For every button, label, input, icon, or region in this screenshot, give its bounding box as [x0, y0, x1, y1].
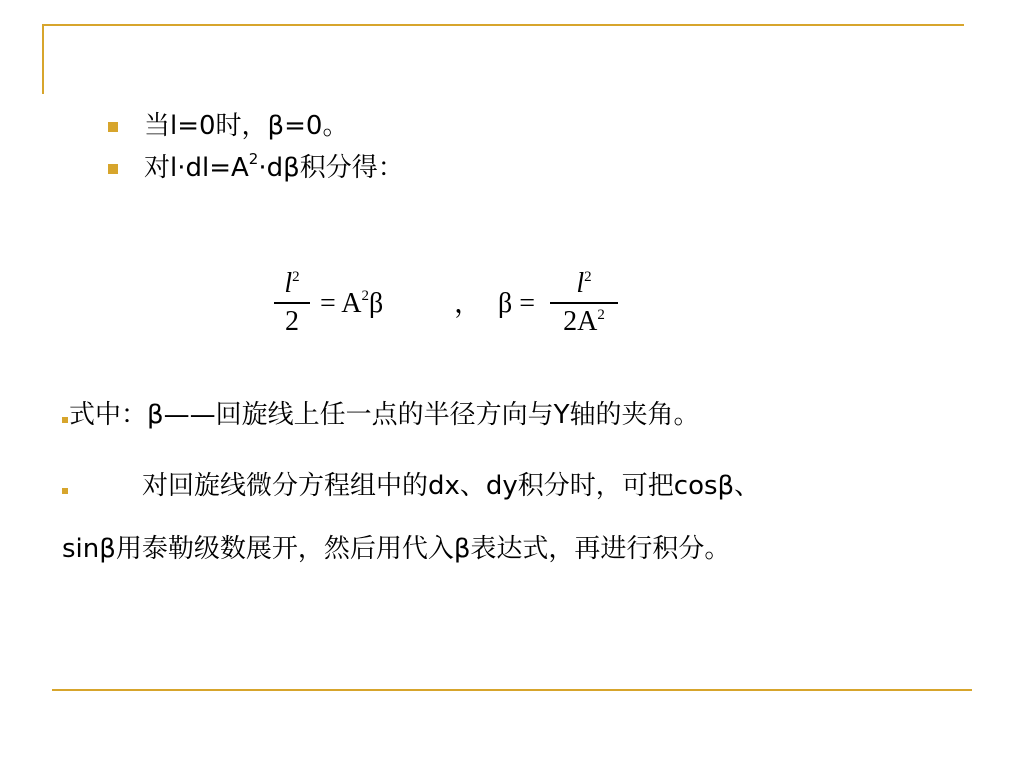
bullet-item-2-text-end: ·dβ积分得：	[258, 153, 404, 183]
bullet-item-1	[108, 110, 348, 142]
fraction-l-squared-over-2a-squared	[550, 266, 618, 340]
bullet-item-2	[108, 152, 404, 184]
bullet-item-2-text: 对l·dl=A	[144, 153, 249, 183]
integral-formula	[270, 262, 630, 352]
fraction-denominator: $2A^2$	[563, 305, 605, 337]
fraction-numerator: $l^2$	[284, 268, 300, 299]
equation-beta-equals: β =	[498, 288, 536, 319]
square-bullet-icon	[108, 122, 118, 132]
square-bullet-icon	[62, 488, 68, 494]
square-bullet-icon	[108, 164, 118, 174]
fraction-denominator: 2	[285, 305, 299, 337]
paragraph-line-1-text: 对回旋线微分方程组中的dx、dy积分时，可把cosβ、	[142, 471, 761, 501]
left-rule	[42, 24, 44, 94]
bottom-rule	[52, 689, 972, 691]
definition-note-text: 式中：β——回旋线上任一点的半径方向与Y轴的夹角。	[69, 400, 700, 430]
paragraph-line-1	[62, 470, 760, 502]
fraction-numerator: $l^2$	[576, 268, 592, 299]
equation-separator: ，	[454, 288, 483, 319]
square-bullet-icon	[62, 417, 68, 423]
equation-rhs-1: = $A^2\beta$	[320, 288, 384, 319]
definition-note	[62, 399, 699, 431]
bullet-item-1-text: 当l=0时，β=0。	[144, 111, 349, 141]
fraction-l-squared-over-2	[274, 266, 310, 340]
paragraph-line-2: sinβ用泰勒级数展开，然后用代入β表达式，再进行积分。	[62, 534, 731, 564]
bullet-item-2-superscript: 2	[248, 150, 259, 168]
top-rule	[42, 24, 964, 26]
